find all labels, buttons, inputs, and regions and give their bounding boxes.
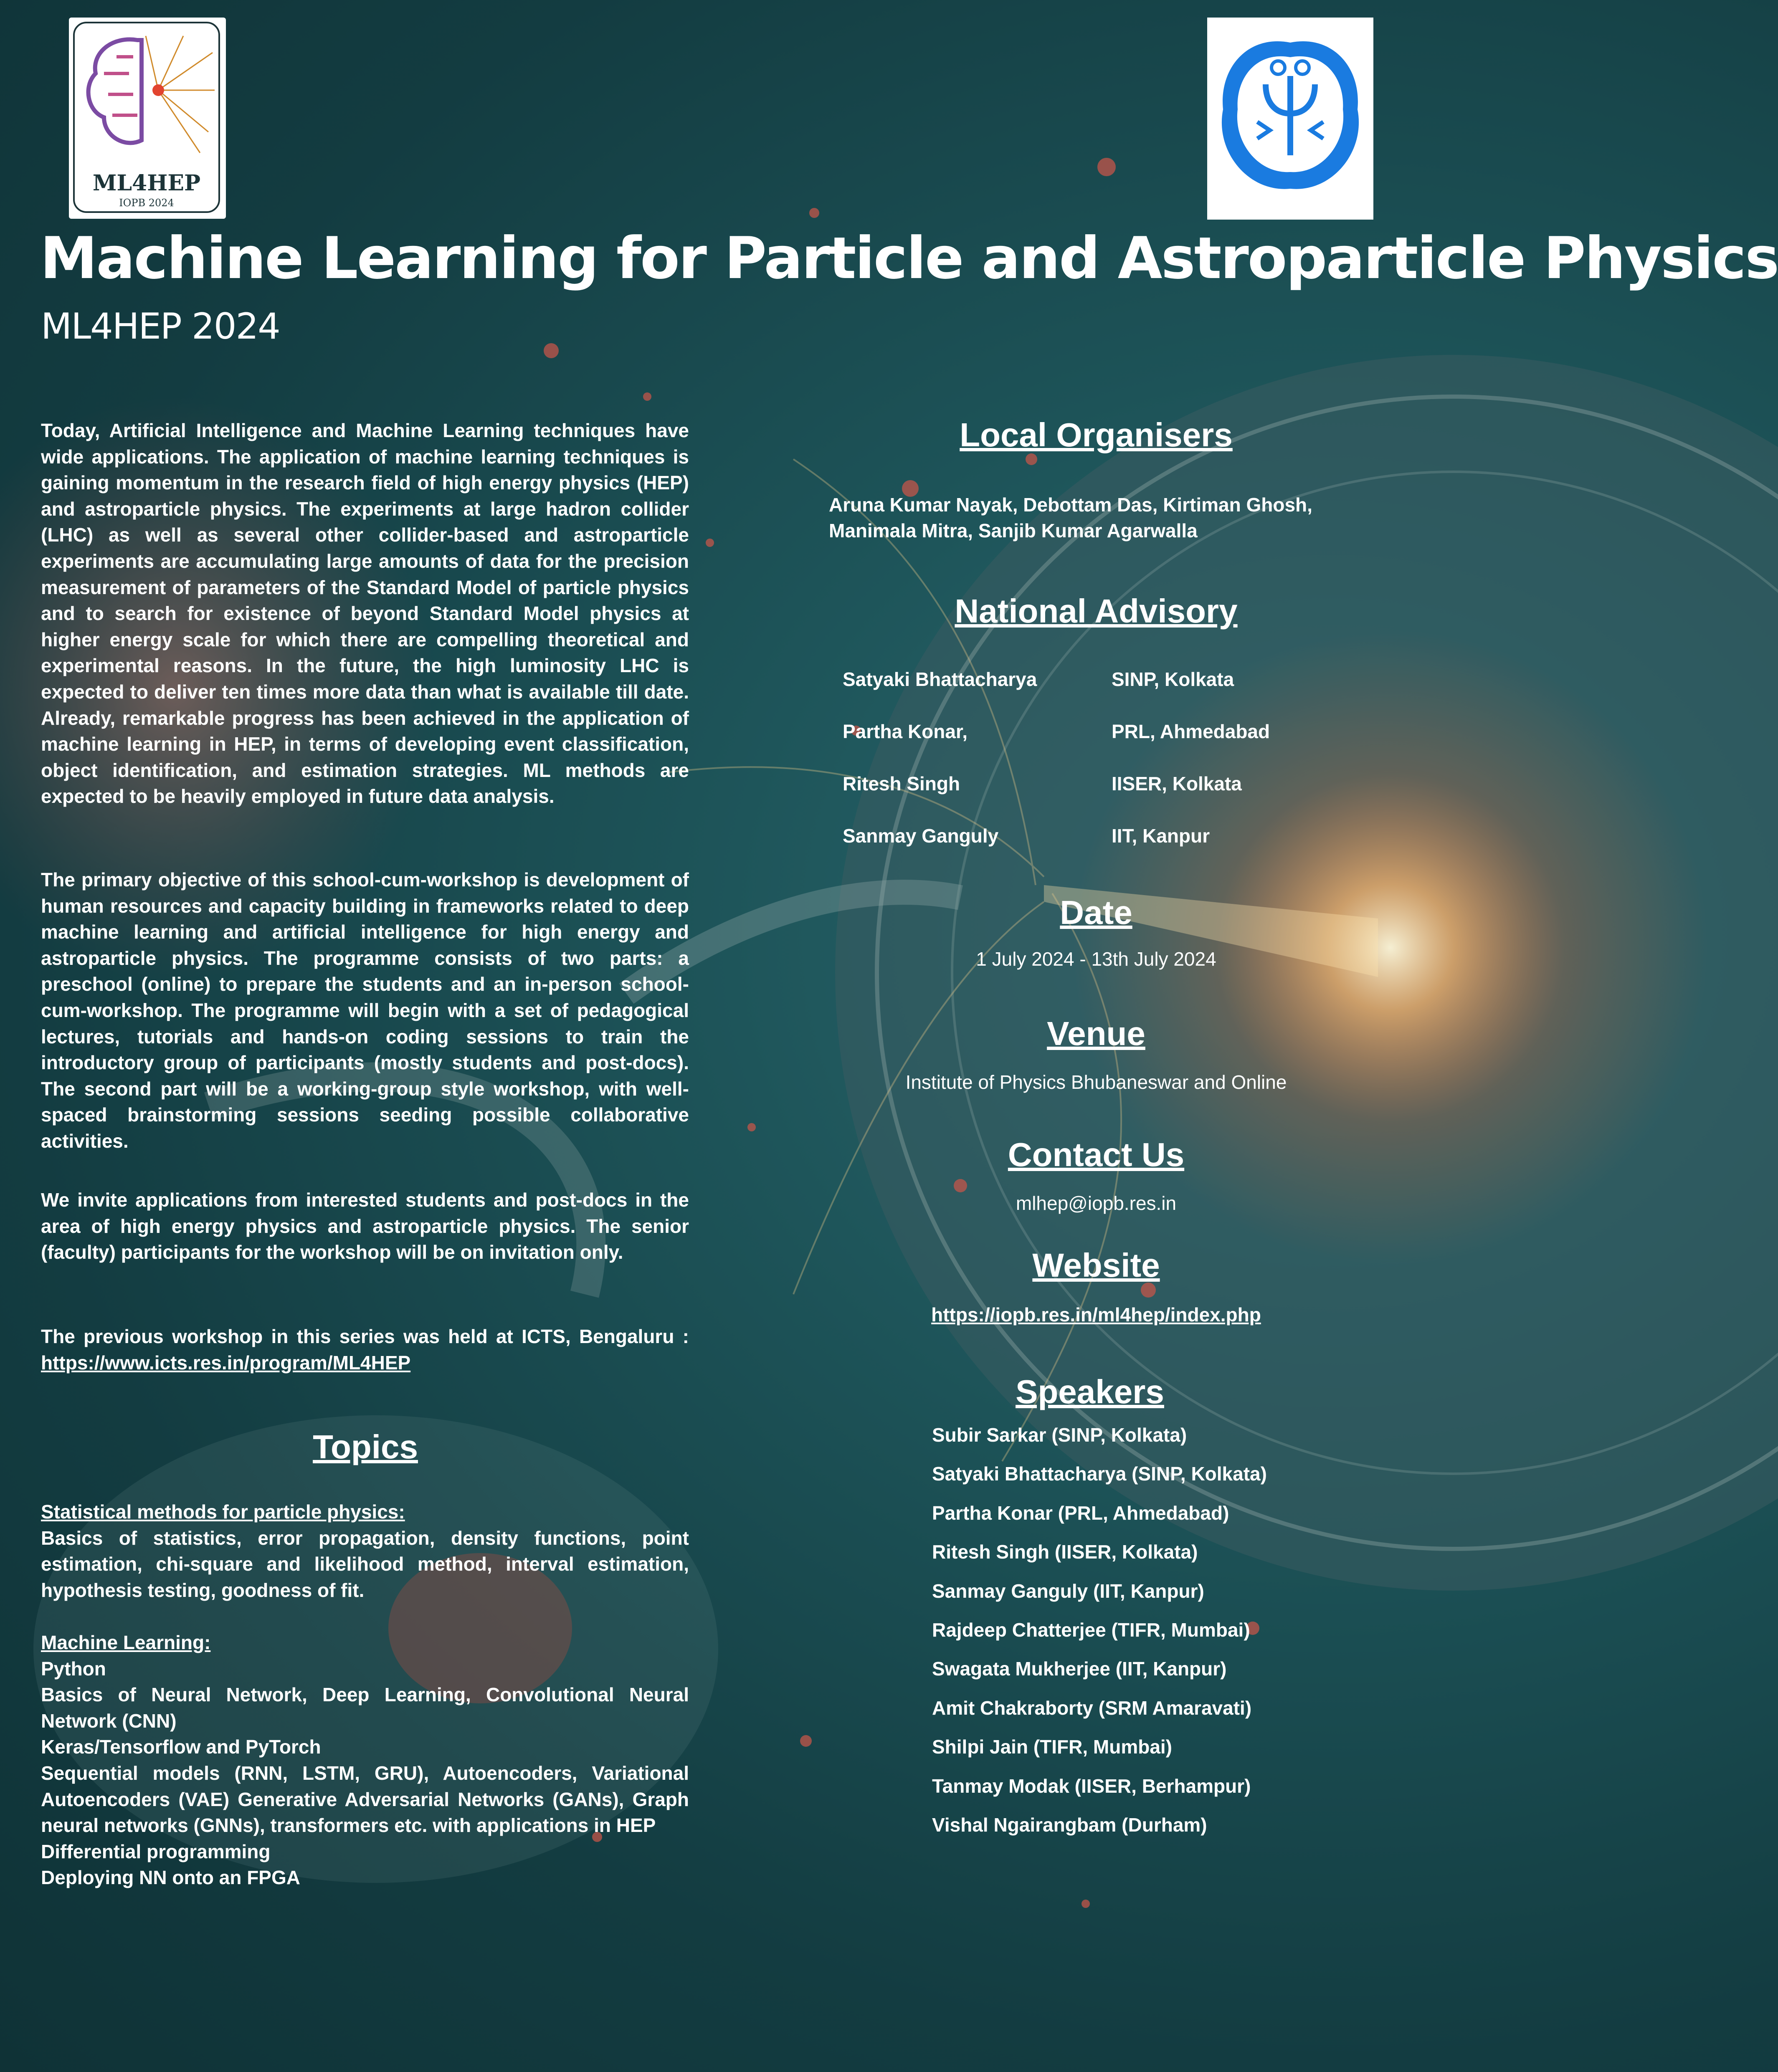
website-link[interactable]: https://iopb.res.in/ml4hep/index.php <box>931 1304 1261 1326</box>
logo-ml4hep-text: ML4HEP <box>92 170 201 196</box>
speaker-item: Sanmay Ganguly (IIT, Kanpur) <box>932 1580 1204 1602</box>
logo-year-text: IOPB 2024 <box>119 197 174 209</box>
iopb-logo <box>1207 18 1373 220</box>
speakers-list <box>932 1424 1267 1852</box>
page-title: Machine Learning for Particle and Astroparticle Physics <box>40 225 1778 292</box>
advisory-affiliation: IISER, Kolkata <box>1112 773 1242 794</box>
speakers-heading: Speakers <box>1016 1373 1164 1410</box>
ml-item: Python <box>41 1657 106 1680</box>
advisory-affiliation: IIT, Kanpur <box>1112 825 1210 847</box>
page-subtitle: ML4HEP 2024 <box>41 306 280 347</box>
website-heading: Website <box>1032 1247 1160 1284</box>
intro-paragraph-4 <box>41 1323 689 1376</box>
intro-paragraph-2: The primary objective of this school-cum-workshop is development of human resources and capacity building in frameworks related to deep machine learning and artificial intelligence for high energy and astroparticle physics. The programme consists of two parts: a preschool (online) to prepare the students and an in-person school-cum-workshop. The programme will begin with a set of pedagogical lectures, tutorials and hands-on coding sessions to train the introductory group of participants (mostly students and post-docs). The second part will be a working-group style workshop, with well-spaced brainstorming sessions seeding possible collaborative activities. <box>41 869 689 1152</box>
brain-circuit-icon <box>75 28 218 161</box>
organisers-heading: Local Organisers <box>960 416 1233 453</box>
topics-stat-section <box>41 1499 689 1603</box>
venue-value: Institute of Physics Bhubaneswar and Online <box>905 1071 1287 1093</box>
speaker-item: Subir Sarkar (SINP, Kolkata) <box>932 1424 1187 1446</box>
advisory-name: Partha Konar, <box>843 721 968 742</box>
advisory-name: Sanmay Ganguly <box>843 825 999 847</box>
organisers-line: Manimala Mitra, Sanjib Kumar Agarwalla <box>829 520 1198 541</box>
ml-item: Sequential models (RNN, LSTM, GRU), Autoencoders, Variational Autoencoders (VAE) Generative Adversarial Networks (GANs), Graph neural networks (GNNs), transformers etc. with applications in HEP <box>41 1762 689 1837</box>
ml-item: Keras/Tensorflow and PyTorch <box>41 1736 321 1758</box>
ml-title: Machine Learning: <box>41 1632 211 1653</box>
stat-methods-body: Basics of statistics, error propagation, density functions, point estimation, chi-square and likelihood method, interval estimation, hypothesis testing, goodness of fit. <box>41 1527 689 1601</box>
icts-link[interactable]: https://www.icts.res.in/program/ML4HEP <box>41 1351 411 1374</box>
topics-ml-section <box>41 1629 689 1891</box>
ml-item: Differential programming <box>41 1840 271 1862</box>
speaker-item: Vishal Ngairangbam (Durham) <box>932 1814 1207 1836</box>
intro-paragraph-3: We invite applications from interested students and post-docs in the area of high energy physics and astroparticle physics. The senior (faculty) participants for the workshop will be on invitation only. <box>41 1189 689 1263</box>
date-value: 1 July 2024 - 13th July 2024 <box>976 948 1216 970</box>
date-heading: Date <box>1060 894 1132 931</box>
advisory-affiliation: SINP, Kolkata <box>1112 668 1234 690</box>
venue-heading: Venue <box>1047 1015 1145 1052</box>
intro-paragraph-1: Today, Artificial Intelligence and Machine Learning techniques have wide applications. The application of machine learning techniques is gaining momentum in the research field of high energy physics (HEP) and astroparticle physics. The experiments at large hadron collider (LHC) as well as several other collider-based and astroparticle experiments are accumulating large amounts of data for the precision measurement of parameters of the Standard Model of particle physics and to search for existence of beyond Standard Model physics at higher energy scale for which there are compelling theoretical and experimental reasons. In the future, the high luminosity LHC is expected to deliver ten times more data than what is available till date. Already, remarkable progress has been achieved in the application of machine learning in HEP, in terms of developing event classification, object identification, and estimation strategies. ML methods are expected to be heavily employed in future data analysis. <box>41 420 689 807</box>
contact-email[interactable]: mlhep@iopb.res.in <box>1016 1192 1177 1214</box>
speaker-item: Partha Konar (PRL, Ahmedabad) <box>932 1502 1229 1524</box>
speaker-item: Tanmay Modak (IISER, Berhampur) <box>932 1775 1251 1797</box>
contact-heading: Contact Us <box>1008 1136 1185 1173</box>
topics-heading: Topics <box>313 1428 418 1465</box>
speaker-item: Swagata Mukherjee (IIT, Kanpur) <box>932 1658 1227 1680</box>
speaker-item: Ritesh Singh (IISER, Kolkata) <box>932 1541 1198 1563</box>
speaker-item: Amit Chakraborty (SRM Amaravati) <box>932 1697 1252 1719</box>
speaker-item: Shilpi Jain (TIFR, Mumbai) <box>932 1736 1172 1758</box>
ml-item: Deploying NN onto an FPGA <box>41 1867 300 1889</box>
speaker-item: Rajdeep Chatterjee (TIFR, Mumbai) <box>932 1619 1250 1641</box>
advisory-name: Ritesh Singh <box>843 773 960 794</box>
ml-item: Basics of Neural Network, Deep Learning, Convolutional Neural Network (CNN) <box>41 1684 689 1732</box>
stat-methods-title: Statistical methods for particle physics: <box>41 1501 405 1523</box>
advisory-name: Satyaki Bhattacharya <box>843 668 1037 690</box>
organisers-list <box>829 492 1312 544</box>
ml4hep-logo <box>69 18 226 219</box>
advisory-heading: National Advisory <box>955 592 1238 630</box>
organisers-line: Aruna Kumar Nayak, Debottam Das, Kirtiman Ghosh, <box>829 494 1312 516</box>
iopb-institute-icon <box>1207 18 1373 220</box>
previous-workshop-text: The previous workshop in this series was held at ICTS, Bengaluru : <box>41 1326 689 1347</box>
advisory-affiliation: PRL, Ahmedabad <box>1112 721 1270 742</box>
speaker-item: Satyaki Bhattacharya (SINP, Kolkata) <box>932 1463 1267 1485</box>
